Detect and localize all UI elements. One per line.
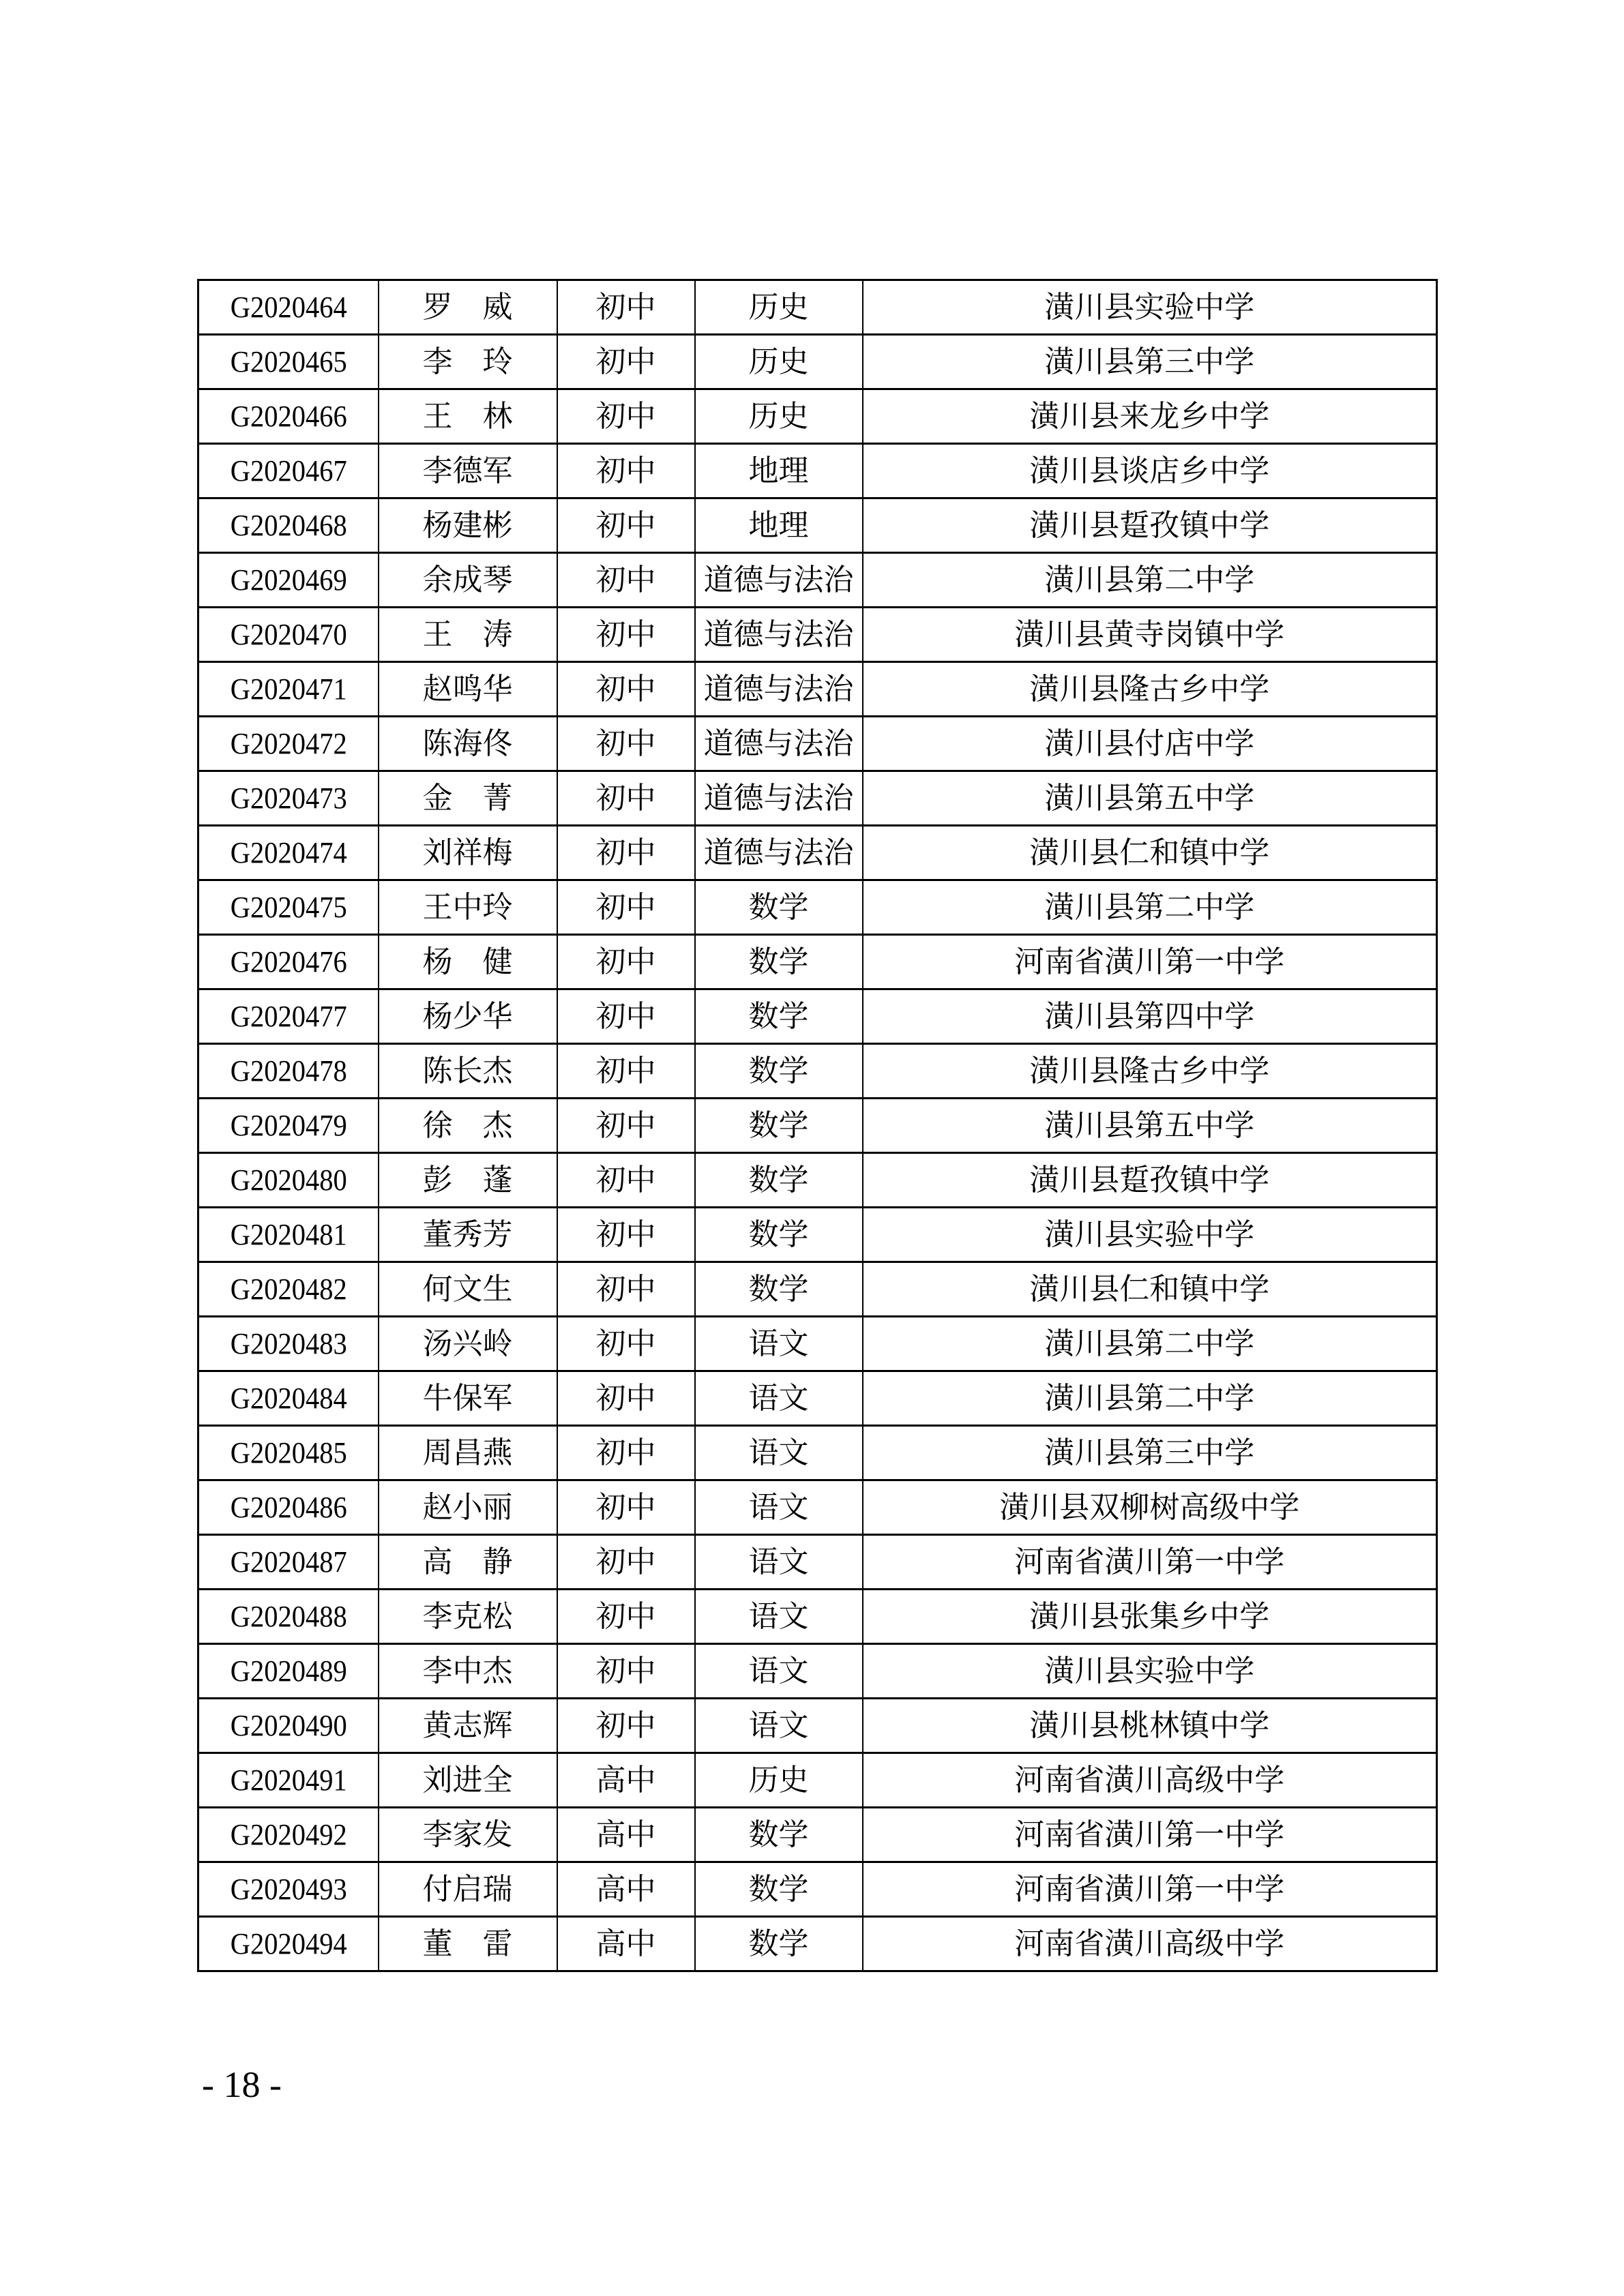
cell-subject: 语文 bbox=[695, 1535, 863, 1590]
cell-school: 潢川县第五中学 bbox=[863, 1099, 1437, 1153]
cell-name: 徐 杰 bbox=[379, 1099, 557, 1153]
cell-subject: 道德与法治 bbox=[695, 553, 863, 608]
cell-school: 潢川县隆古乡中学 bbox=[863, 662, 1437, 717]
cell-name: 何文生 bbox=[379, 1262, 557, 1317]
cell-subject: 语文 bbox=[695, 1644, 863, 1699]
cell-id: G2020478 bbox=[205, 1044, 371, 1099]
cell-level: 初中 bbox=[557, 717, 695, 771]
cell-id: G2020472 bbox=[205, 717, 371, 771]
cell-id: G2020468 bbox=[205, 498, 371, 553]
cell-subject: 语文 bbox=[695, 1699, 863, 1753]
cell-name: 董秀芳 bbox=[379, 1208, 557, 1262]
cell-subject: 语文 bbox=[695, 1480, 863, 1535]
cell-id: G2020494 bbox=[205, 1917, 371, 1971]
table-row bbox=[198, 1535, 1437, 1590]
roster-table bbox=[197, 279, 1438, 1972]
table-row bbox=[198, 1317, 1437, 1371]
table-row bbox=[198, 1753, 1437, 1808]
cell-level: 初中 bbox=[557, 553, 695, 608]
table-row bbox=[198, 662, 1437, 717]
cell-name: 李家发 bbox=[379, 1808, 557, 1862]
cell-id: G2020485 bbox=[205, 1426, 371, 1480]
table-row bbox=[198, 1480, 1437, 1535]
cell-subject: 数学 bbox=[695, 1208, 863, 1262]
cell-school: 河南省潢川高级中学 bbox=[863, 1753, 1437, 1808]
cell-level: 初中 bbox=[557, 1099, 695, 1153]
cell-subject: 历史 bbox=[695, 1753, 863, 1808]
cell-id: G2020476 bbox=[205, 935, 371, 989]
table-row bbox=[198, 389, 1437, 444]
cell-id: G2020492 bbox=[205, 1808, 371, 1862]
table-row bbox=[198, 553, 1437, 608]
table-row bbox=[198, 880, 1437, 935]
cell-school: 潢川县第四中学 bbox=[863, 989, 1437, 1044]
cell-school: 潢川县第二中学 bbox=[863, 553, 1437, 608]
table-row bbox=[198, 444, 1437, 498]
table-row bbox=[198, 1099, 1437, 1153]
cell-name: 李德军 bbox=[379, 444, 557, 498]
cell-name: 杨 健 bbox=[379, 935, 557, 989]
cell-school: 潢川县实验中学 bbox=[863, 1208, 1437, 1262]
cell-level: 初中 bbox=[557, 1153, 695, 1208]
table-row bbox=[198, 1699, 1437, 1753]
table-row bbox=[198, 1153, 1437, 1208]
cell-name: 杨建彬 bbox=[379, 498, 557, 553]
cell-subject: 语文 bbox=[695, 1590, 863, 1644]
cell-school: 潢川县双柳树高级中学 bbox=[863, 1480, 1437, 1535]
cell-name: 王 涛 bbox=[379, 608, 557, 662]
table-row bbox=[198, 498, 1437, 553]
table-row bbox=[198, 717, 1437, 771]
cell-id: G2020467 bbox=[205, 444, 371, 498]
cell-id: G2020490 bbox=[205, 1699, 371, 1753]
cell-school: 潢川县踅孜镇中学 bbox=[863, 498, 1437, 553]
table-row bbox=[198, 1426, 1437, 1480]
table-row bbox=[198, 1371, 1437, 1426]
cell-name: 李 玲 bbox=[379, 335, 557, 389]
cell-level: 初中 bbox=[557, 662, 695, 717]
cell-id: G2020489 bbox=[205, 1644, 371, 1699]
cell-school: 潢川县桃林镇中学 bbox=[863, 1699, 1437, 1753]
cell-name: 杨少华 bbox=[379, 989, 557, 1044]
table-row bbox=[198, 935, 1437, 989]
table-row bbox=[198, 989, 1437, 1044]
cell-level: 初中 bbox=[557, 498, 695, 553]
cell-school: 潢川县实验中学 bbox=[863, 280, 1437, 335]
cell-level: 初中 bbox=[557, 1208, 695, 1262]
cell-subject: 道德与法治 bbox=[695, 662, 863, 717]
cell-name: 高 静 bbox=[379, 1535, 557, 1590]
cell-school: 河南省潢川第一中学 bbox=[863, 1862, 1437, 1917]
cell-level: 初中 bbox=[557, 1535, 695, 1590]
cell-id: G2020488 bbox=[205, 1590, 371, 1644]
cell-subject: 道德与法治 bbox=[695, 717, 863, 771]
cell-id: G2020479 bbox=[205, 1099, 371, 1153]
cell-level: 初中 bbox=[557, 608, 695, 662]
cell-school: 潢川县仁和镇中学 bbox=[863, 1262, 1437, 1317]
cell-school: 潢川县第五中学 bbox=[863, 771, 1437, 826]
cell-subject: 数学 bbox=[695, 1862, 863, 1917]
cell-subject: 语文 bbox=[695, 1317, 863, 1371]
cell-school: 潢川县第二中学 bbox=[863, 1371, 1437, 1426]
page-number: - 18 - bbox=[202, 2064, 282, 2105]
cell-id: G2020487 bbox=[205, 1535, 371, 1590]
cell-name: 李克松 bbox=[379, 1590, 557, 1644]
cell-level: 初中 bbox=[557, 1699, 695, 1753]
cell-school: 潢川县实验中学 bbox=[863, 1644, 1437, 1699]
cell-level: 初中 bbox=[557, 1480, 695, 1535]
cell-school: 潢川县黄寺岗镇中学 bbox=[863, 608, 1437, 662]
cell-school: 潢川县第二中学 bbox=[863, 1317, 1437, 1371]
cell-school: 河南省潢川第一中学 bbox=[863, 935, 1437, 989]
cell-id: G2020471 bbox=[205, 662, 371, 717]
cell-level: 高中 bbox=[557, 1808, 695, 1862]
cell-name: 余成琴 bbox=[379, 553, 557, 608]
table-row bbox=[198, 1644, 1437, 1699]
cell-school: 潢川县谈店乡中学 bbox=[863, 444, 1437, 498]
cell-school: 潢川县第三中学 bbox=[863, 335, 1437, 389]
cell-level: 初中 bbox=[557, 771, 695, 826]
cell-subject: 历史 bbox=[695, 280, 863, 335]
table-row bbox=[198, 1262, 1437, 1317]
cell-name: 刘进全 bbox=[379, 1753, 557, 1808]
cell-subject: 语文 bbox=[695, 1371, 863, 1426]
cell-subject: 数学 bbox=[695, 1917, 863, 1971]
table-row bbox=[198, 1044, 1437, 1099]
cell-id: G2020470 bbox=[205, 608, 371, 662]
roster-table-body bbox=[198, 280, 1437, 1971]
cell-id: G2020484 bbox=[205, 1371, 371, 1426]
cell-level: 初中 bbox=[557, 880, 695, 935]
cell-subject: 道德与法治 bbox=[695, 771, 863, 826]
cell-level: 初中 bbox=[557, 1044, 695, 1099]
cell-name: 汤兴岭 bbox=[379, 1317, 557, 1371]
cell-school: 潢川县张集乡中学 bbox=[863, 1590, 1437, 1644]
cell-level: 高中 bbox=[557, 1862, 695, 1917]
cell-name: 赵小丽 bbox=[379, 1480, 557, 1535]
cell-subject: 数学 bbox=[695, 1808, 863, 1862]
cell-id: G2020465 bbox=[205, 335, 371, 389]
cell-id: G2020473 bbox=[205, 771, 371, 826]
cell-subject: 数学 bbox=[695, 880, 863, 935]
cell-level: 初中 bbox=[557, 1262, 695, 1317]
cell-id: G2020483 bbox=[205, 1317, 371, 1371]
cell-subject: 数学 bbox=[695, 1262, 863, 1317]
cell-school: 潢川县踅孜镇中学 bbox=[863, 1153, 1437, 1208]
cell-level: 初中 bbox=[557, 389, 695, 444]
cell-subject: 数学 bbox=[695, 935, 863, 989]
cell-name: 王中玲 bbox=[379, 880, 557, 935]
cell-subject: 道德与法治 bbox=[695, 826, 863, 880]
cell-id: G2020491 bbox=[205, 1753, 371, 1808]
cell-id: G2020482 bbox=[205, 1262, 371, 1317]
cell-level: 初中 bbox=[557, 1426, 695, 1480]
table-row bbox=[198, 1590, 1437, 1644]
cell-level: 初中 bbox=[557, 826, 695, 880]
cell-subject: 历史 bbox=[695, 389, 863, 444]
cell-subject: 数学 bbox=[695, 989, 863, 1044]
cell-level: 初中 bbox=[557, 280, 695, 335]
cell-name: 周昌燕 bbox=[379, 1426, 557, 1480]
table-row bbox=[198, 1208, 1437, 1262]
cell-subject: 地理 bbox=[695, 444, 863, 498]
cell-level: 初中 bbox=[557, 444, 695, 498]
cell-subject: 数学 bbox=[695, 1153, 863, 1208]
cell-school: 河南省潢川第一中学 bbox=[863, 1808, 1437, 1862]
cell-name: 罗 威 bbox=[379, 280, 557, 335]
cell-school: 河南省潢川高级中学 bbox=[863, 1917, 1437, 1971]
cell-school: 潢川县付店中学 bbox=[863, 717, 1437, 771]
cell-school: 河南省潢川第一中学 bbox=[863, 1535, 1437, 1590]
table-row bbox=[198, 608, 1437, 662]
cell-id: G2020477 bbox=[205, 989, 371, 1044]
cell-name: 王 林 bbox=[379, 389, 557, 444]
cell-level: 初中 bbox=[557, 1317, 695, 1371]
table-row bbox=[198, 1808, 1437, 1862]
cell-school: 潢川县第二中学 bbox=[863, 880, 1437, 935]
cell-id: G2020493 bbox=[205, 1862, 371, 1917]
table-row bbox=[198, 826, 1437, 880]
cell-school: 潢川县来龙乡中学 bbox=[863, 389, 1437, 444]
cell-subject: 地理 bbox=[695, 498, 863, 553]
cell-name: 董 雷 bbox=[379, 1917, 557, 1971]
cell-id: G2020481 bbox=[205, 1208, 371, 1262]
cell-id: G2020474 bbox=[205, 826, 371, 880]
cell-subject: 数学 bbox=[695, 1044, 863, 1099]
table-row bbox=[198, 1862, 1437, 1917]
cell-id: G2020486 bbox=[205, 1480, 371, 1535]
cell-school: 潢川县第三中学 bbox=[863, 1426, 1437, 1480]
cell-name: 彭 蓬 bbox=[379, 1153, 557, 1208]
cell-school: 潢川县隆古乡中学 bbox=[863, 1044, 1437, 1099]
cell-subject: 道德与法治 bbox=[695, 608, 863, 662]
cell-level: 初中 bbox=[557, 1590, 695, 1644]
cell-level: 初中 bbox=[557, 989, 695, 1044]
cell-name: 牛保军 bbox=[379, 1371, 557, 1426]
cell-level: 高中 bbox=[557, 1753, 695, 1808]
cell-name: 李中杰 bbox=[379, 1644, 557, 1699]
cell-id: G2020464 bbox=[205, 280, 371, 335]
cell-name: 赵鸣华 bbox=[379, 662, 557, 717]
cell-name: 刘祥梅 bbox=[379, 826, 557, 880]
cell-level: 初中 bbox=[557, 335, 695, 389]
cell-id: G2020469 bbox=[205, 553, 371, 608]
cell-name: 金 菁 bbox=[379, 771, 557, 826]
cell-name: 陈长杰 bbox=[379, 1044, 557, 1099]
cell-level: 高中 bbox=[557, 1917, 695, 1971]
cell-id: G2020475 bbox=[205, 880, 371, 935]
cell-subject: 语文 bbox=[695, 1426, 863, 1480]
cell-level: 初中 bbox=[557, 1371, 695, 1426]
table-row bbox=[198, 1917, 1437, 1971]
cell-name: 黄志辉 bbox=[379, 1699, 557, 1753]
cell-level: 初中 bbox=[557, 1644, 695, 1699]
table-row bbox=[198, 771, 1437, 826]
cell-name: 付启瑞 bbox=[379, 1862, 557, 1917]
table-row bbox=[198, 335, 1437, 389]
cell-subject: 历史 bbox=[695, 335, 863, 389]
cell-subject: 数学 bbox=[695, 1099, 863, 1153]
cell-school: 潢川县仁和镇中学 bbox=[863, 826, 1437, 880]
table-row bbox=[198, 280, 1437, 335]
cell-level: 初中 bbox=[557, 935, 695, 989]
cell-id: G2020466 bbox=[205, 389, 371, 444]
cell-name: 陈海佟 bbox=[379, 717, 557, 771]
cell-id: G2020480 bbox=[205, 1153, 371, 1208]
